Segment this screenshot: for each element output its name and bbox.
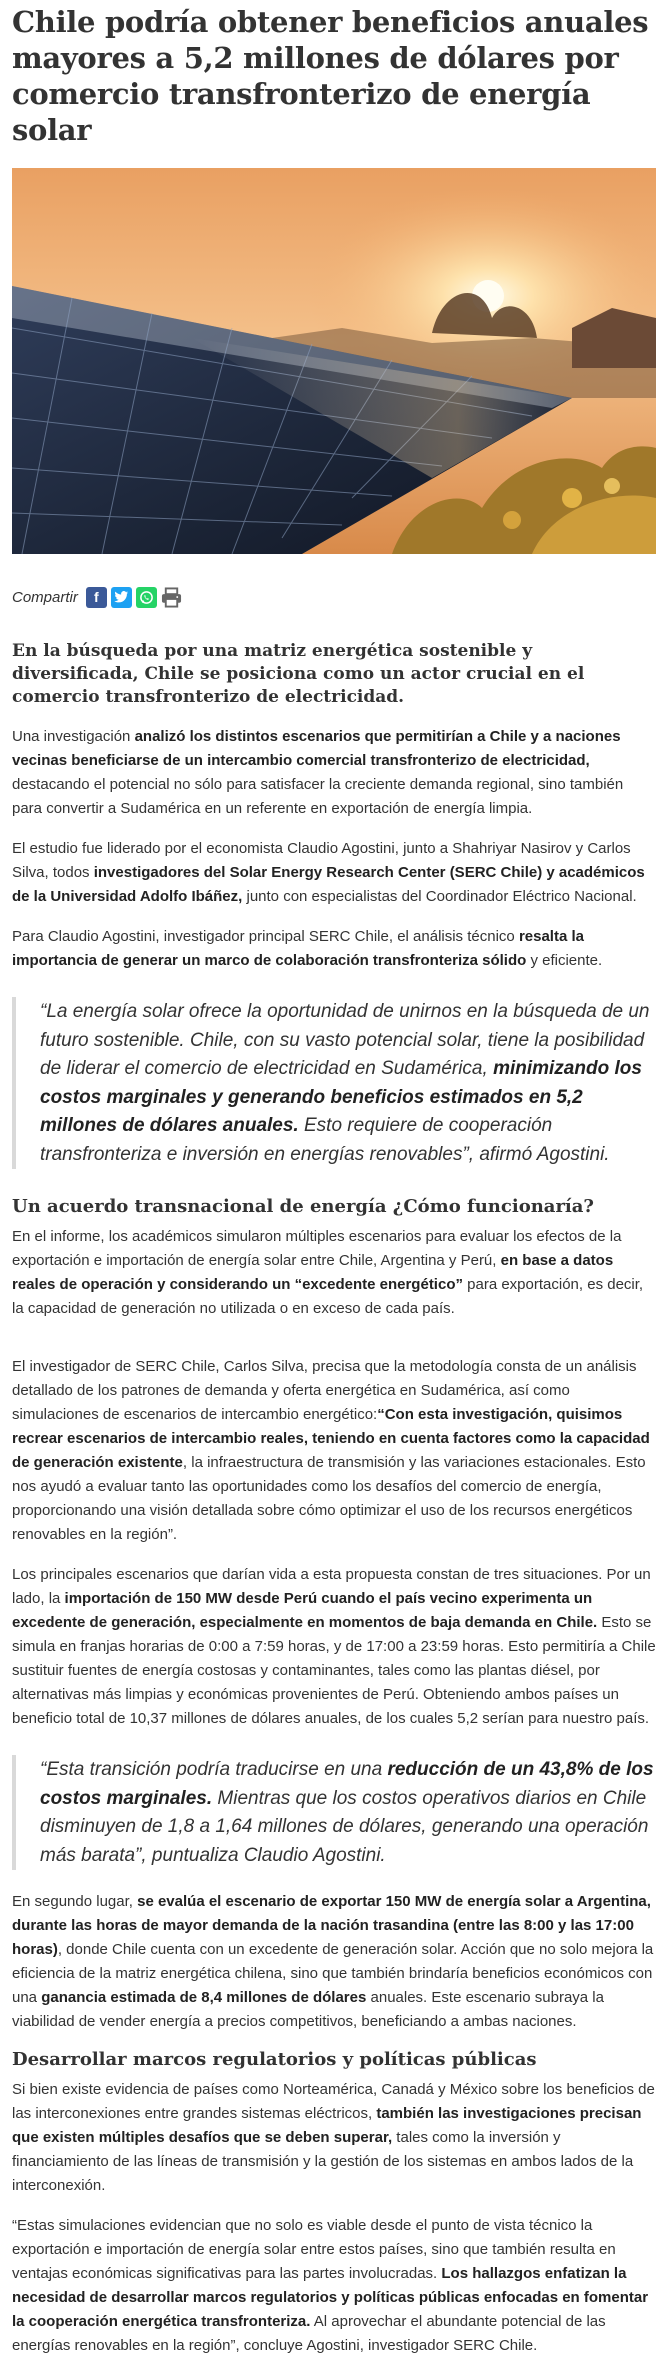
hero-image-solar-panels [12,168,656,554]
facebook-icon[interactable]: f [86,587,107,608]
article-title: Chile podría obtener beneficios anuales mayores a 5,2 millones de dólares por comercio transfronterizo de energía solar [12,5,649,147]
share-bar [12,584,656,610]
section-heading-marcos: Desarrollar marcos regulatorios y políticas públicas [12,2049,537,2070]
whatsapp-icon[interactable] [136,587,157,608]
paragraph-6: Los principales escenarios que darían vida a esta propuesta constan de tres situaciones. Por un lado, la importación de 150 MW desde Perú cuando el país vecino experimenta un excedente de generación, especialmente en momentos de baja demanda en Chile. Esto se simula en franjas horarias de 0:00 a 7:59 horas, y de 17:00 a 23:59 horas. Esto permitiría a Chile sustituir fuentes de energía costosas y contaminantes, tales como las plantas diésel, por alternativas más limpias y económicas provenientes de Perú. Obteniendo ambos países un beneficio total de 10,37 millones de dólares anuales, de los cuales 5,2 serían para nuestro país. [12,1566,656,1727]
paragraph-3: Para Claudio Agostini, investigador principal SERC Chile, el análisis técnico resalta la importancia de generar un marco de colaboración transfronteriza sólido y eficiente. [12,928,603,969]
paragraph-1: Una investigación analizó los distintos escenarios que permitirían a Chile y a naciones vecinas beneficiarse de un intercambio comercial transfronterizo de electricidad, destacando el potencial no sólo para satisfacer la creciente demanda regional, sino también para convertir a Sudamérica en un referente en exportación de energía limpia. [12,728,624,817]
section-heading-acuerdo: Un acuerdo transnacional de energía ¿Cómo funcionaría? [12,1196,594,1217]
paragraph-4: En el informe, los académicos simularon múltiples escenarios para evaluar los efectos de la exportación e importación de energía solar entre Chile, Argentina y Perú, en base a datos reales de operación y considerando un “excedente energético” para exportación, es decir, la capacidad de generación no utilizada o en exceso de cada país. [12,1228,644,1317]
paragraph-2: El estudio fue liderado por el economista Claudio Agostini, junto a Shahriyar Nasirov y Carlos Silva, todos investigadores del Solar Energy Research Center (SERC Chile) y académicos de la Universidad Adolfo Ibáñez, junto con especialistas del Coordinador Eléctrico Nacional. [12,840,645,905]
share-label: Compartir [12,588,78,606]
paragraph-9: “Estas simulaciones evidencian que no solo es viable desde el punto de vista técnico la exportación e importación de energía solar entre estos países, sino que también resulta en ventajas económicas significativas para las partes involucradas. Los hallazgos enfatizan la necesidad de desarrollar marcos regulatorios y políticas públicas enfocadas en fomentar la cooperación energética transfronteriza. Al aprovechar el abundante potencial de las energías renovables en la región”, concluye Agostini, investigador SERC Chile. [12,2217,649,2354]
paragraph-8: Si bien existe evidencia de países como Norteamérica, Canadá y México sobre los beneficios de las interconexiones entre grandes sistemas eléctricos, también las investigaciones precisan que existen múltiples desafíos que se deben superar, tales como la inversión y financiamiento de las líneas de transmisión y la gestión de los sistemas en ambos lados de la interconexión. [12,2081,655,2194]
paragraph-5: El investigador de SERC Chile, Carlos Silva, precisa que la metodología consta de un análisis detallado de los patrones de demanda y oferta energética en Sudamérica, así como simulaciones de escenarios de intercambio energético:“Con esta investigación, quisimos recrear escenarios de intercambio reales, teniendo en cuenta factores como la capacidad de generación existente, la infraestructura de transmisión y las variaciones estacionales. Esto nos ayudó a evaluar tanto las oportunidades como los desafíos del comercio de energía, proporcionando una visión detallada sobre cómo optimizar el uso de los recursos energéticos renovables en la región”. [12,1358,650,1543]
article-lead: En la búsqueda por una matriz energética sostenible y diversificada, Chile se posiciona como un actor crucial en el comercio transfronterizo de electricidad. [12,641,585,707]
paragraph-7: En segundo lugar, se evalúa el escenario de exportar 150 MW de energía solar a Argentina, durante las horas de mayor demanda de la nación trasandina (entre las 8:00 y las 17:00 horas), donde Chile cuenta con un excedente de generación solar. Acción que no solo mejora la eficiencia de la matriz energética chilena, sino que también brindaría beneficios económicos con una ganancia estimada de 8,4 millones de dólares anuales. Este escenario subraya la viabilidad de vender energía a precios competitivos, beneficiando a ambas naciones. [12,1893,654,2030]
blockquote-agostini-1: “La energía solar ofrece la oportunidad de unirnos en la búsqueda de un futuro sostenible. Chile, con su vasto potencial solar, tiene la posibilidad de liderar el comercio de electricidad en Sudamérica, minimizando los costos marginales y generando beneficios estimados en 5,2 millones de dólares anuales. Esto requiere de cooperación transfronteriza e inversión en energías renovables”, afirmó Agostini. [12,997,656,1169]
blockquote-agostini-2: “Esta transición podría traducirse en una reducción de un 43,8% de los costos marginales. Mientras que los costos operativos diarios en Chile disminuyen de 1,8 a 1,64 millones de dólares, generando una operación más barata”, puntualiza Claudio Agostini. [12,1755,656,1870]
print-icon[interactable] [161,587,182,608]
twitter-icon[interactable] [111,587,132,608]
